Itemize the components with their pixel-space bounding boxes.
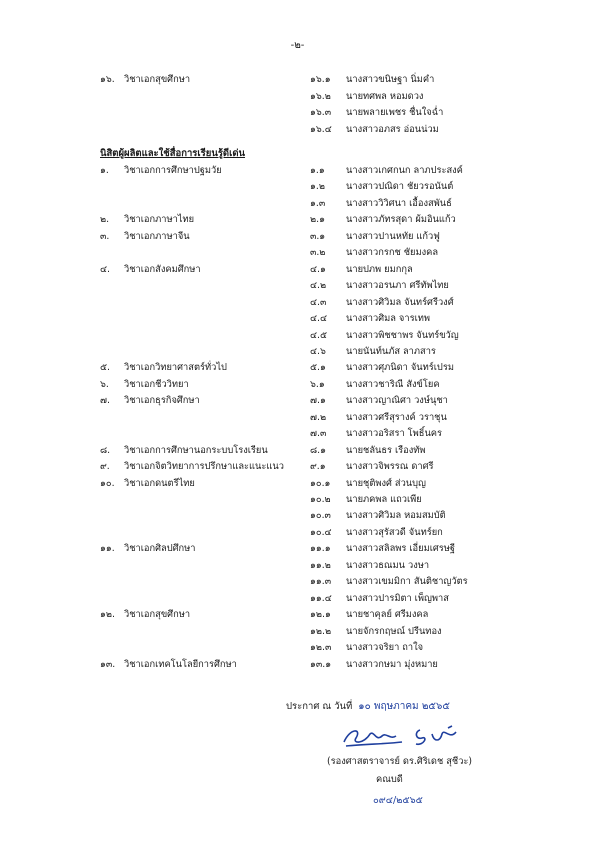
list-item-code: ๑.๓ bbox=[310, 197, 326, 209]
list-item-name: นางสาวขนิษฐา นิ่มคำ bbox=[346, 74, 435, 85]
list-item-name: นางสาวอภสร อ่อนน่วม bbox=[346, 123, 439, 135]
list-item bbox=[0, 426, 595, 442]
list-item-subject: วิชาเอกการศึกษานอกระบบโรงเรียน bbox=[124, 444, 268, 456]
list-item-subject: วิชาเอกศิลปศึกษา bbox=[124, 543, 196, 555]
list-item-name: นางสาวญาณิศา วงษ์นุชา bbox=[346, 395, 448, 407]
list-item bbox=[0, 105, 595, 121]
list-item-code: ๒.๑ bbox=[310, 214, 325, 226]
list-item-code: ๑๑.๔ bbox=[310, 592, 332, 604]
list-item-num: ๓. bbox=[100, 230, 110, 242]
list-item bbox=[0, 328, 595, 344]
list-item-name: นายชาคุลย์ ศรีมงคล bbox=[346, 609, 429, 621]
list-item-num: ๘. bbox=[100, 444, 111, 456]
list-item-code: ๑๒.๓ bbox=[310, 642, 332, 654]
handwritten-signature bbox=[336, 722, 466, 752]
list-item-num: ๑๖. bbox=[100, 74, 115, 85]
list-item bbox=[0, 278, 595, 294]
list-item bbox=[0, 295, 595, 311]
document-number: ๐๙๔/๒๕๖๕ bbox=[373, 795, 423, 806]
list-item bbox=[0, 591, 595, 607]
list-item-name: นางสาวชาริณี สังข์โยค bbox=[346, 378, 440, 390]
list-item-name: นางสาวเกศกนก ลาภประสงค์ bbox=[346, 165, 463, 176]
list-item-code: ๑๒.๒ bbox=[310, 625, 332, 637]
list-item bbox=[0, 574, 595, 590]
list-item-num: ๕. bbox=[100, 362, 110, 374]
list-item-name: นางสาวศุภนิดา จันทร์เปรม bbox=[346, 362, 454, 374]
list-item-name: นายพลายเพชร ชื่นใจฉ่ำ bbox=[346, 107, 444, 119]
list-item bbox=[0, 344, 595, 360]
list-item-num: ๑๒. bbox=[100, 609, 115, 621]
list-item-name: นางสาวจริยา ถาใจ bbox=[346, 642, 424, 654]
list-item-num: ๖. bbox=[100, 378, 109, 390]
list-item-code: ๔.๔ bbox=[310, 313, 328, 325]
list-item-name: นางสาวเขมมิกา สันติชาญวัตร bbox=[346, 576, 468, 588]
list-item bbox=[0, 525, 595, 541]
list-item-name: นางสาวปานหทัย แก้วฟู bbox=[346, 230, 440, 242]
list-item-name: นายภคพล แถวเพีย bbox=[346, 494, 422, 505]
list-item-subject: วิชาเอกการศึกษาปฐมวัย bbox=[124, 165, 222, 176]
list-item bbox=[0, 179, 595, 195]
list-item bbox=[0, 393, 595, 409]
list-item-code: ๔.๕ bbox=[310, 329, 328, 341]
list-item bbox=[0, 212, 595, 228]
list-item bbox=[0, 657, 595, 673]
list-item-code: ๑๑.๑ bbox=[310, 543, 331, 555]
list-item-name: นางสาวศิวิมล จันทร์ศรีวงศ์ bbox=[346, 296, 454, 308]
list-item bbox=[0, 607, 595, 623]
signer-position: คณบดี bbox=[376, 774, 403, 785]
list-item-name: นางสาวสลิลพร เอี่ยมเศรษฐี bbox=[346, 543, 456, 555]
list-item-name: นางสาวศิมล จารเทพ bbox=[346, 313, 431, 325]
list-item-num: ๒. bbox=[100, 214, 110, 226]
list-item-code: ๑๒.๑ bbox=[310, 609, 331, 621]
list-item bbox=[0, 640, 595, 656]
list-item-code: ๑.๑ bbox=[310, 165, 325, 176]
list-item-name: นางสาวสุรัสวดี จันทร์ยก bbox=[346, 526, 443, 538]
list-item-subject: วิชาเอกชีววิทยา bbox=[124, 378, 189, 390]
list-item-code: ๔.๓ bbox=[310, 296, 327, 308]
list-item bbox=[0, 163, 595, 179]
list-item-subject: วิชาเอกดนตรีไทย bbox=[124, 477, 195, 489]
list-item-subject: วิชาเอกวิทยาศาสตร์ทั่วไป bbox=[124, 362, 227, 374]
list-item-name: นางสาวศิวิมล หอมสมบัติ bbox=[346, 510, 446, 522]
list-item-code: ๑๐.๑ bbox=[310, 477, 331, 489]
announcement-line bbox=[286, 699, 450, 714]
list-item-num: ๗. bbox=[100, 395, 110, 407]
list-item-code: ๔.๑ bbox=[310, 263, 326, 275]
list-item-num: ๑๐. bbox=[100, 477, 115, 489]
list-item-name: นางสาวปณิดา ชัยวรอนันต์ bbox=[346, 181, 454, 193]
list-item-subject: วิชาเอกธุรกิจศึกษา bbox=[124, 395, 200, 407]
list-item-code: ๖.๑ bbox=[310, 378, 325, 390]
list-item-code: ๑๖.๒ bbox=[310, 90, 331, 102]
list-item-name: นางสาวธณมน วงษา bbox=[346, 559, 430, 571]
list-item bbox=[0, 410, 595, 426]
section-heading: นิสิตผู้ผลิตและใช้สื่อการเรียนรู้ดีเด่น bbox=[100, 148, 246, 159]
list-item-code: ๓.๒ bbox=[310, 247, 326, 259]
list-item-name: นางสาวกษมา มุ่งหมาย bbox=[346, 658, 438, 670]
list-item bbox=[0, 245, 595, 261]
list-item-num: ๙. bbox=[100, 461, 110, 473]
list-item bbox=[0, 72, 595, 88]
list-item bbox=[0, 229, 595, 245]
list-item-name: นางสาววิวิศนา เอื้องสพันธ์ bbox=[346, 197, 452, 209]
list-item bbox=[0, 624, 595, 640]
list-item-subject: วิชาเอกเทคโนโลยีการศึกษา bbox=[124, 658, 237, 670]
list-item-code: ๑๐.๔ bbox=[310, 526, 332, 538]
list-item bbox=[0, 196, 595, 212]
list-item bbox=[0, 122, 595, 138]
list-item-name: นางสาวอริสรา โพธิ์นคร bbox=[346, 428, 443, 440]
list-item-code: ๑๐.๒ bbox=[310, 494, 331, 505]
list-item-name: นายจักรกฤษณ์ ปรีนทอง bbox=[346, 625, 442, 637]
list-item-code: ๔.๖ bbox=[310, 345, 326, 357]
list-item-code: ๔.๒ bbox=[310, 280, 327, 292]
list-item bbox=[0, 476, 595, 492]
list-item-code: ๓.๑ bbox=[310, 230, 326, 242]
list-item bbox=[0, 492, 595, 508]
list-item bbox=[0, 443, 595, 459]
list-item-code: ๘.๑ bbox=[310, 444, 327, 456]
announcement-date: ๑๐ พฤษภาคม ๒๕๖๕ bbox=[358, 701, 450, 712]
list-item-num: ๑๑. bbox=[100, 543, 115, 555]
list-item-subject: วิชาเอกจิตวิทยาการปรึกษาและแนะแนว bbox=[124, 461, 284, 473]
list-item-name: นายปภพ ยมกกุล bbox=[346, 263, 413, 275]
page-number: -๒- bbox=[290, 40, 305, 51]
list-item-subject: วิชาเอกสุขศึกษา bbox=[124, 609, 191, 621]
list-item-subject: วิชาเอกภาษาจีน bbox=[124, 230, 190, 242]
list-item bbox=[0, 311, 595, 327]
list-item-subject: วิชาเอกภาษาไทย bbox=[124, 214, 195, 226]
list-item-name: นางสาวศรีสุรางค์ วราชุน bbox=[346, 411, 447, 423]
list-item-name: นายทศพล หอมดวง bbox=[346, 90, 424, 102]
list-item-name: นางสาวปารมิตา เพ็ญพาส bbox=[346, 592, 449, 604]
list-item-name: นายนันท์นภัส ลาภสาร bbox=[346, 345, 436, 357]
list-item-name: นางสาวกรกช ชัยมงคล bbox=[346, 247, 439, 259]
list-item bbox=[0, 508, 595, 524]
signer-name: (รองศาสตราจารย์ ดร.ศิริเดช สุชีวะ) bbox=[327, 756, 473, 767]
list-item-name: นางสาวพิชชาพร จันทร์ขวัญ bbox=[346, 329, 459, 341]
announcement-label: ประกาศ ณ วันที่ bbox=[286, 701, 353, 712]
list-item-code: ๑๑.๒ bbox=[310, 559, 331, 571]
list-item-code: ๗.๑ bbox=[310, 395, 326, 407]
list-item-code: ๑๐.๓ bbox=[310, 510, 331, 522]
list-item-code: ๙.๑ bbox=[310, 461, 326, 473]
list-item bbox=[0, 377, 595, 393]
list-item-subject: วิชาเอกสุขศึกษา bbox=[124, 74, 191, 85]
list-item-name: นายชลันธร เรืองทัพ bbox=[346, 444, 426, 456]
list-item-code: ๗.๒ bbox=[310, 411, 327, 423]
list-item-code: ๑๖.๓ bbox=[310, 107, 332, 119]
list-item-num: ๔. bbox=[100, 263, 110, 275]
list-item-code: ๑.๒ bbox=[310, 181, 325, 193]
list-item-code: ๑๖.๑ bbox=[310, 74, 331, 85]
list-item-code: ๑๖.๔ bbox=[310, 123, 332, 135]
list-item-num: ๑. bbox=[100, 165, 109, 176]
list-item bbox=[0, 459, 595, 475]
list-item-name: นายชุติพงศ์ ส่วนบุญ bbox=[346, 477, 426, 489]
list-item-name: นางสาวจิพรรณ ดาศรี bbox=[346, 461, 434, 473]
list-item-name: นางสาวภัทรสุดา ผ้มอินแก้ว bbox=[346, 214, 456, 226]
list-item-code: ๑๓.๑ bbox=[310, 658, 332, 670]
list-item-code: ๑๑.๓ bbox=[310, 576, 332, 588]
list-item-code: ๗.๓ bbox=[310, 428, 327, 440]
list-item bbox=[0, 541, 595, 557]
list-item bbox=[0, 558, 595, 574]
list-item-subject: วิชาเอกสังคมศึกษา bbox=[124, 263, 201, 275]
list-item bbox=[0, 89, 595, 105]
list-item-name: นางสาวอรนภา ศรีทัพไทย bbox=[346, 280, 449, 292]
list-item bbox=[0, 262, 595, 278]
list-item-code: ๕.๑ bbox=[310, 362, 326, 374]
list-item bbox=[0, 360, 595, 376]
list-item-num: ๑๓. bbox=[100, 658, 116, 670]
